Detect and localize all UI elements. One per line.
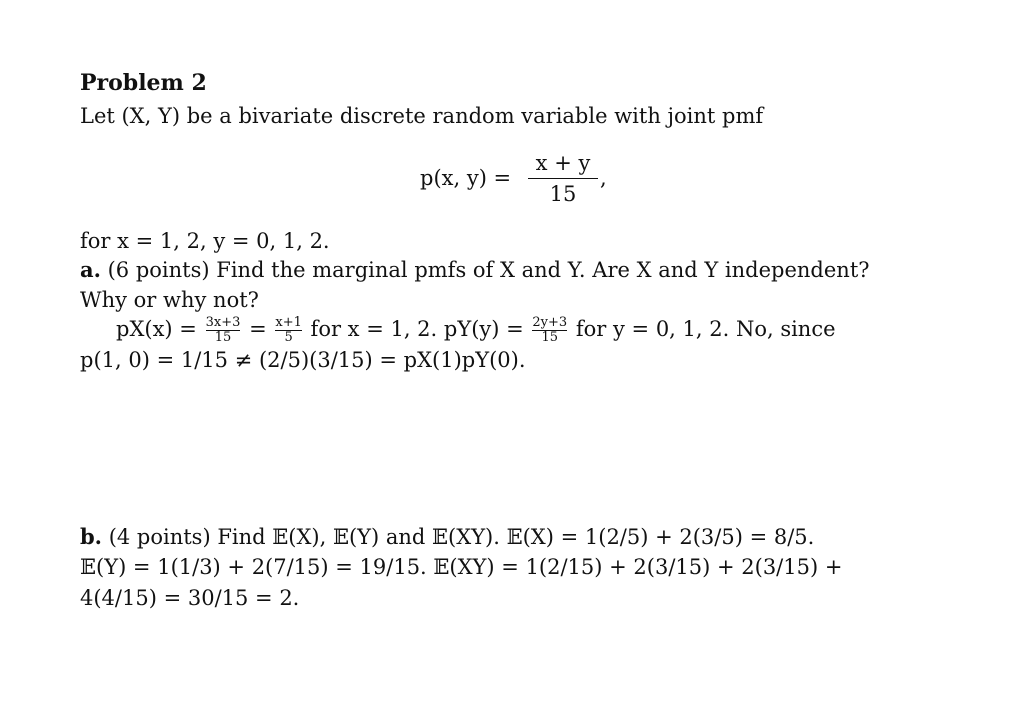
py-domain: for y = 0, 1, 2. No, since	[575, 317, 836, 341]
fraction-bar	[528, 178, 598, 179]
part-a-answer-line2: p(1, 0) = 1/15 ≠ (2/5)(3/15) = pX(1)pY(0).	[80, 348, 526, 372]
part-b-line1	[80, 524, 940, 550]
py-num: 2y+3	[532, 315, 568, 330]
problem-title: Problem 2	[80, 70, 207, 96]
px-den-2: 5	[284, 330, 293, 345]
pmf-equation	[420, 150, 620, 210]
part-a-question-text: (6 points) Find the marginal pmfs of X and Y. Are X and Y independent?	[107, 258, 870, 282]
problem-intro: Let (X, Y) be a bivariate discrete random variable with joint pmf	[80, 104, 764, 128]
pmf-domain: for x = 1, 2, y = 0, 1, 2.	[80, 229, 330, 253]
px-num-1: 3x+3	[205, 315, 241, 330]
px-den-1: 15	[214, 330, 232, 345]
part-b-text: (4 points) Find 𝔼(X), 𝔼(Y) and 𝔼(XY). 𝔼(X) = 1(2/5) + 2(3/5) = 8/5.	[108, 525, 815, 549]
px-domain: for x = 1, 2. pY(y) =	[310, 317, 524, 341]
pmf-lhs: p(x, y) =	[420, 166, 512, 190]
part-a-question-cont: Why or why not?	[80, 288, 259, 312]
px-fraction-1	[206, 316, 241, 345]
px-fraction-2	[275, 316, 302, 345]
pmf-numerator: x + y	[535, 151, 591, 175]
py-den: 15	[541, 330, 559, 345]
part-b-line2: 𝔼(Y) = 1(1/3) + 2(7/15) = 19/15. 𝔼(XY) = 1(2/15) + 2(3/15) + 2(3/15) +	[80, 555, 843, 579]
part-b-label: b.	[80, 524, 102, 549]
part-b-line3: 4(4/15) = 30/15 = 2.	[80, 586, 300, 610]
part-a-question	[80, 257, 940, 283]
px-lhs: pX(x) =	[116, 317, 197, 341]
equals-sign: =	[249, 317, 267, 341]
part-a-answer-line1	[116, 316, 940, 345]
py-fraction	[532, 316, 567, 345]
pmf-fraction	[528, 150, 598, 207]
px-num-2: x+1	[275, 315, 302, 330]
pmf-comma: ,	[600, 166, 607, 190]
pmf-denominator: 15	[549, 182, 577, 206]
part-a-label: a.	[80, 257, 101, 282]
